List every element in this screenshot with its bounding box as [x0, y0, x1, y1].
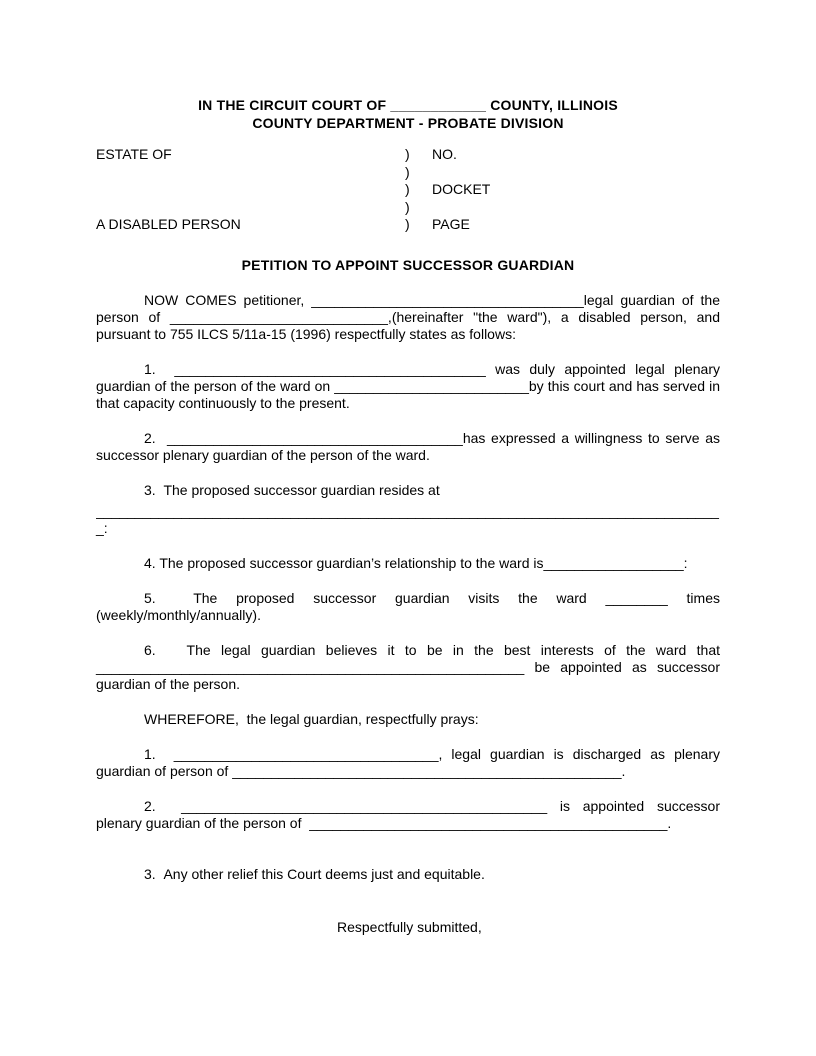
- caption-docket-label: DOCKET: [432, 181, 491, 197]
- paragraph-prays1: 1. __________________________________, legal guardian is discharged as plenary guardian of person of __________________________________________________.: [96, 745, 720, 779]
- caption-blank: [96, 181, 405, 199]
- court-header: [96, 97, 720, 132]
- paragraph-prays3: 3. Any other relief this Court deems just and equitable.: [144, 865, 485, 882]
- caption-blank: [96, 199, 405, 217]
- caption-row: [96, 181, 720, 199]
- caption-estate-of-label: ESTATE OF: [96, 146, 172, 162]
- paragraph-item3: 3. The proposed successor guardian resides at: [144, 481, 440, 498]
- paragraph-intro: NOW COMES petitioner, ___________________________________legal guardian of the person of ____________________________,(hereinafter "the ward"), a disabled person, and pursuant to 755 ILCS 5/11a-15 (1996) respectfully states as follows:: [96, 291, 720, 342]
- paragraph-prays2: 2. _______________________________________________ is appointed successor plenary guardian of the person of ______________________________________________.: [96, 797, 720, 831]
- paragraph-item1: 1. ________________________________________ was duly appointed legal plenary guardian of the person of the ward on _________________________by this court and has served in that capacity continuously to the present.: [96, 360, 720, 411]
- caption-row: [96, 199, 720, 217]
- paragraph-wherefore: WHEREFORE, the legal guardian, respectfully prays:: [144, 710, 479, 727]
- paragraph-item3-blank-line: ________________________________________________________________________________: [96, 502, 719, 519]
- caption-row: [96, 146, 720, 164]
- paragraph-item6: 6. The legal guardian believes it to be in the best interests of the ward that _______________________________________________________ be appointed as successor guardian of the person.: [96, 641, 720, 692]
- court-header-line2: COUNTY DEPARTMENT - PROBATE DIVISION: [252, 114, 564, 131]
- paragraph-item4: 4. The proposed successor guardian’s relationship to the ward is__________________:: [144, 554, 688, 571]
- caption-row: [96, 216, 720, 234]
- paragraph-item2: 2. ______________________________________has expressed a willingness to serve as successor plenary guardian of the person of the ward.: [96, 429, 720, 463]
- document-title: PETITION TO APPOINT SUCCESSOR GUARDIAN: [241, 256, 575, 273]
- caption-blank: [432, 199, 720, 217]
- court-header-line1: IN THE CIRCUIT COURT OF ____________ COUNTY, ILLINOIS: [198, 97, 618, 113]
- closing-respectfully-submitted: Respectfully submitted,: [337, 918, 482, 935]
- caption-paren: ): [405, 146, 410, 162]
- caption-paren: ): [405, 163, 410, 180]
- caption-no-label: NO.: [432, 146, 457, 162]
- paragraph-item3-tail: _:: [96, 519, 108, 536]
- paragraph-item5: 5. The proposed successor guardian visits the ward ________ times (weekly/monthly/annually).: [96, 589, 720, 623]
- caption-paren: ): [405, 181, 410, 197]
- caption-blank: [96, 164, 405, 182]
- caption-paren: ): [405, 198, 410, 215]
- case-caption: [96, 146, 720, 234]
- caption-paren: ): [405, 216, 410, 232]
- caption-page-label: PAGE: [432, 216, 470, 232]
- caption-disabled-person-label: A DISABLED PERSON: [96, 216, 241, 232]
- caption-row: [96, 164, 720, 182]
- caption-blank: [432, 164, 720, 182]
